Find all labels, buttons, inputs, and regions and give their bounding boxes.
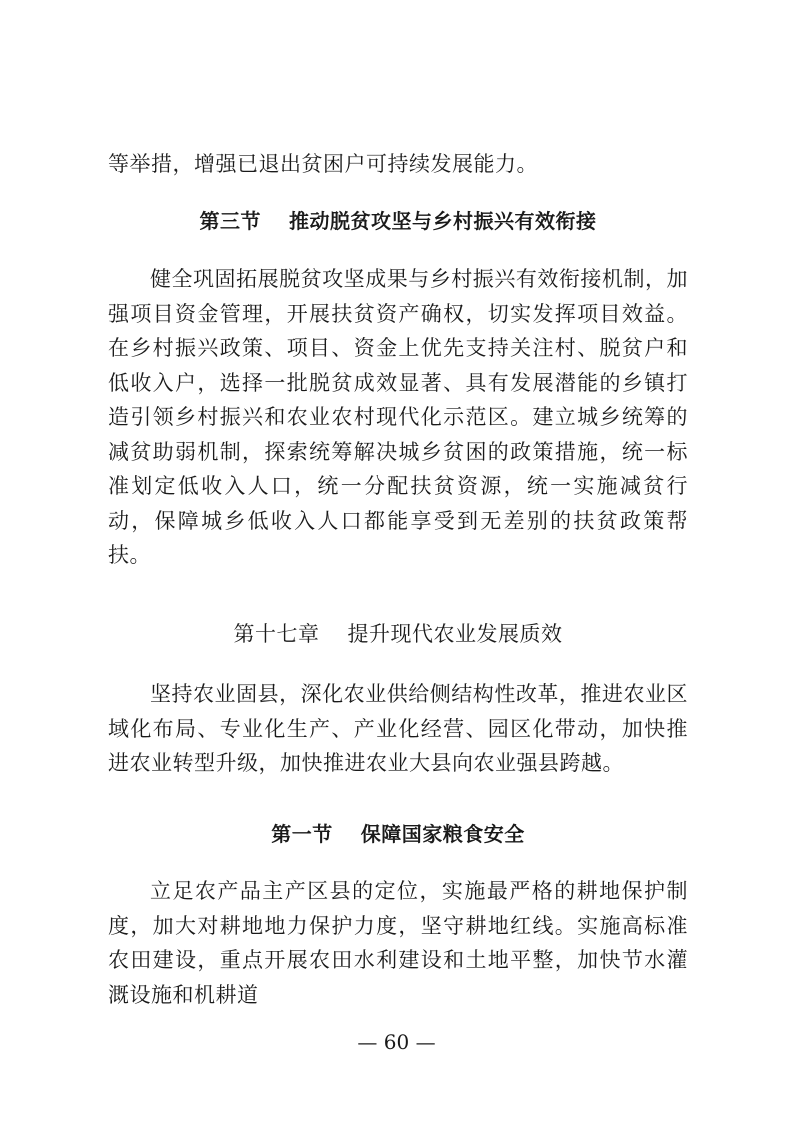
chapter-heading-17: [108, 618, 688, 648]
section-heading-3: [108, 205, 688, 234]
section-title: 推动脱贫攻坚与乡村振兴有效衔接: [289, 209, 597, 233]
section-number: 第一节: [271, 822, 333, 846]
paragraph-continuation: 等举措，增强已退出贫困户可持续发展能力。: [108, 152, 538, 176]
paragraph-chapter-17: 坚持农业固县，深化农业供给侧结构性改革，推进农业区域化布局、专业化生产、产业化经营、园区化带动，加快推进农业转型升级，加快推进农业大县向农业强县跨越。: [108, 682, 688, 775]
chapter-title: 提升现代农业发展质效: [347, 622, 563, 646]
chapter-number: 第十七章: [233, 622, 320, 646]
section-title: 保障国家粮食安全: [360, 822, 525, 846]
section-heading-1: [108, 818, 688, 847]
section-number: 第三节: [199, 209, 261, 233]
page-number: — 60 —: [357, 1030, 436, 1054]
paragraph-section-1: 立足农产品主产区县的定位，实施最严格的耕地保护制度，加大对耕地地力保护力度，坚守耕地红线。实施高标准农田建设，重点开展农田水利建设和土地平整，加快节水灌溉设施和机耕道: [108, 879, 688, 1007]
paragraph-section-3: 健全巩固拓展脱贫攻坚成果与乡村振兴有效衔接机制，加强项目资金管理，开展扶贫资产确权，切实发挥项目效益。在乡村振兴政策、项目、资金上优先支持关注村、脱贫户和低收入户，选择一批脱贫成效显著、具有发展潜能的乡镇打造引领乡村振兴和农业农村现代化示范区。建立城乡统筹的减贫助弱机制，探索统筹解决城乡贫困的政策措施，统一标准划定低收入人口，统一分配扶贫资源，统一实施减贫行动，保障城乡低收入人口都能享受到无差别的扶贫政策帮扶。: [108, 267, 688, 567]
